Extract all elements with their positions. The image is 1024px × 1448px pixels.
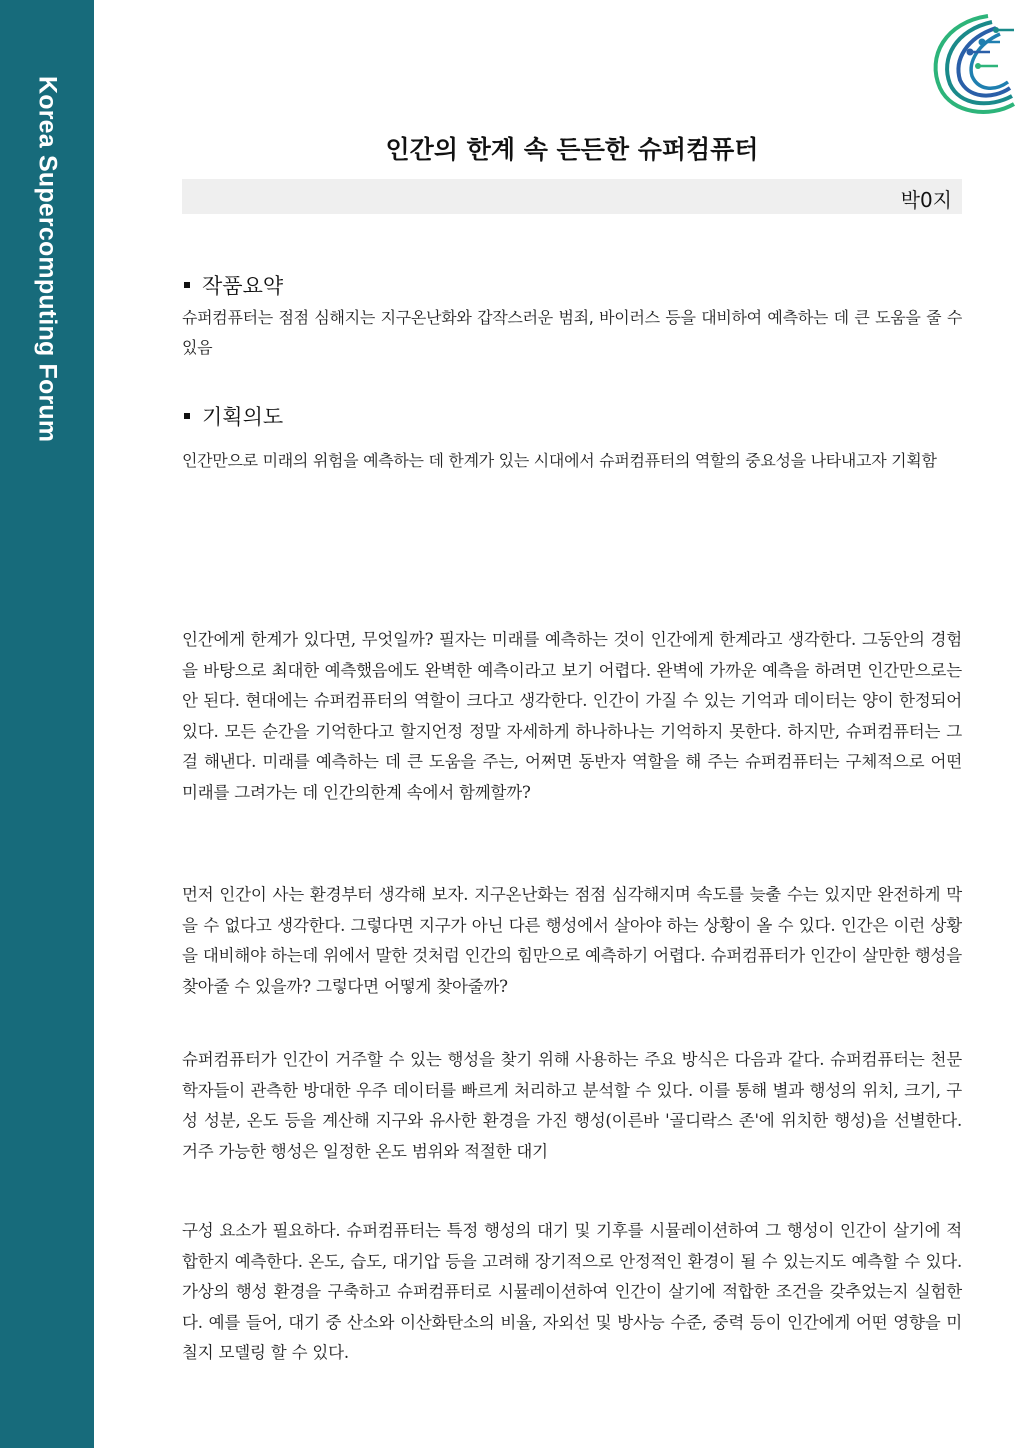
sidebar-band xyxy=(0,0,94,1448)
summary-text: 슈퍼컴퓨터는 점점 심해지는 지구온난화와 갑작스러운 범죄, 바이러스 등을 대비하여 예측하는 데 큰 도움을 줄 수 있음 xyxy=(182,308,962,357)
forum-name: Korea Supercomputing Forum xyxy=(33,76,62,443)
body-paragraph: 먼저 인간이 사는 환경부터 생각해 보자. 지구온난화는 점점 심각해지며 속도를 늦출 수는 있지만 완전하게 막을 수 없다고 생각한다. 그렇다면 지구가 아닌 다른 행성에서 살아야 하는 상황이 올 수 있다. 인간은 이런 상황을 대비해야 하는데 위에서 말한 것처럼 인간의 힘만으로 예측하기 어렵다. 슈퍼컴퓨터가 인간이 살만한 행성을 찾아줄 수 있을까? 그렇다면 어떻게 찾아줄까? xyxy=(182,885,962,996)
body-paragraph: 구성 요소가 필요하다. 슈퍼컴퓨터는 특정 행성의 대기 및 기후를 시뮬레이션하여 그 행성이 인간이 살기에 적합한지 예측한다. 온도, 습도, 대기압 등을 고려해 장기적으로 안정적인 환경이 될 수 있는지도 예측할 수 있다. 가상의 행성 환경을 구축하고 슈퍼컴퓨터로 시뮬레이션하여 인간이 살기에 적합한 조건을 갖추었는지 실험한다. 예를 들어, 대기 중 산소와 이산화탄소의 비율, 자외선 및 방사능 수준, 중력 등이 인간에게 어떤 영향을 미칠지 모델링 할 수 있다. xyxy=(182,1221,962,1362)
body-paragraph: 인간에게 한계가 있다면, 무엇일까? 필자는 미래를 예측하는 것이 인간에게 한계라고 생각한다. 그동안의 경험을 바탕으로 최대한 예측했음에도 완벽한 예측이라고 보기 어렵다. 완벽에 가까운 예측을 하려면 인간만으로는 안 된다. 현대에는 슈퍼컴퓨터의 역할이 크다고 생각한다. 인간이 가질 수 있는 기억과 데이터는 양이 한정되어 있다. 모든 순간을 기억한다고 할지언정 정말 자세하게 하나하나는 기억하지 못한다. 하지만, 슈퍼컴퓨터는 그걸 해낸다. 미래를 예측하는 데 큰 도움을 주는, 어쩌면 동반자 역할을 해 주는 슈퍼컴퓨터는 구체적으로 어떤 미래를 그려가는 데 인간의한계 속에서 함께할까? xyxy=(182,630,962,802)
bullet-icon xyxy=(184,413,190,419)
swirl-logo-icon xyxy=(918,8,1022,124)
author-name: 박0지 xyxy=(900,188,952,212)
body-paragraph: 슈퍼컴퓨터가 인간이 거주할 수 있는 행성을 찾기 위해 사용하는 주요 방식은 다음과 같다. 슈퍼컴퓨터는 천문학자들이 관측한 방대한 우주 데이터를 빠르게 처리하고 분석할 수 있다. 이를 통해 별과 행성의 위치, 크기, 구성 성분, 온도 등을 계산해 지구와 유사한 환경을 가진 행성(이른바 '골디락스 존'에 위치한 행성)을 선별한다. 거주 가능한 행성은 일정한 온도 범위와 적절한 대기 xyxy=(182,1050,962,1161)
author-bar xyxy=(182,179,962,214)
intent-text: 인간만으로 미래의 위험을 예측하는 데 한계가 있는 시대에서 슈퍼컴퓨터의 역할의 중요성을 나타내고자 기획함 xyxy=(182,451,937,470)
section-heading-summary: 작품요약 xyxy=(182,270,962,300)
section-heading-intent: 기획의도 xyxy=(182,401,962,431)
document-title: 인간의 한계 속 든든한 슈퍼컴퓨터 xyxy=(385,135,759,164)
bullet-icon xyxy=(184,282,190,288)
